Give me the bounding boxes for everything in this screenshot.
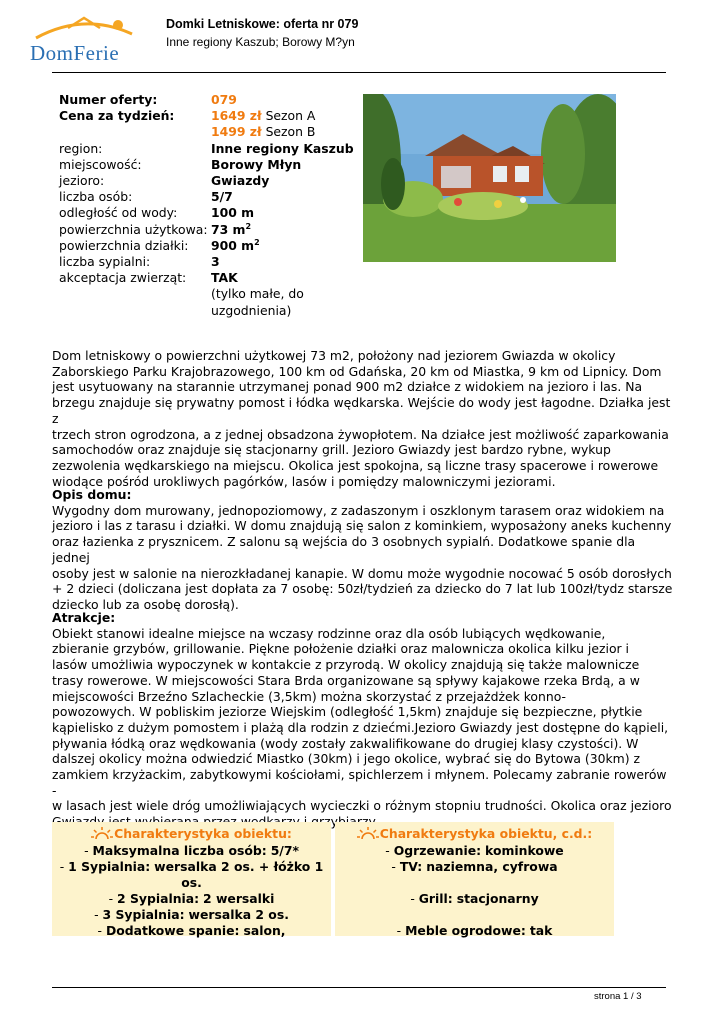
svg-text:DomFerie: DomFerie — [30, 41, 120, 65]
house-line: + 2 dzieci (doliczana jest dopłata za 7 osobę: 50zł/tydzień za dziecko do 7 lat lub 100zł/tydz starsze — [52, 581, 673, 597]
pets-note-2: uzgodnienia) — [211, 302, 292, 318]
box-value: kominkowe — [485, 843, 564, 858]
description — [52, 348, 674, 489]
dash: - — [97, 923, 102, 938]
box-value: naziemna, cyfrowa — [426, 859, 558, 874]
usable-area-value: 73 m — [211, 221, 246, 237]
square-sup: 2 — [254, 237, 260, 247]
price-season-b: 1499 zł — [211, 124, 262, 140]
house-line: jezioro i las z tarasu i działki. W domu znajdują się salon z kominkiem, wyposażony aneks kuchenny — [52, 518, 672, 534]
box-label: TV: — [399, 859, 423, 874]
attractions-section — [52, 610, 674, 830]
persons-value: 5/7 — [211, 189, 233, 205]
description-line: brzegu znajduje się prywatny pomost i łódka wędkarska. Wejście do wody jest łagodne. Działka jest z — [52, 395, 671, 426]
dash: - — [410, 891, 415, 906]
price-label: Cena za tydzień: — [59, 108, 175, 124]
house-line: osoby jest w salonie na nierozkładanej kanapie. W domu może wygodnie nocować 5 osób dorosłych — [52, 565, 672, 581]
price-season-a: 1649 zł — [211, 108, 262, 124]
attractions-line: pływania łódką oraz wędkowania (wody zostały zakwalifikowane do drugiej klasy czystości). W — [52, 735, 639, 751]
water-distance-value: 100 m — [211, 205, 255, 221]
season-b-label: Sezon B — [265, 124, 316, 140]
box-label: Ogrzewanie: — [393, 843, 482, 858]
dash: - — [391, 859, 396, 874]
box-value: tak — [529, 923, 553, 938]
sun-icon — [357, 826, 379, 840]
box-value: wersalka 2 os. — [188, 907, 289, 922]
house-photo — [363, 94, 616, 262]
house-section — [52, 487, 674, 613]
box-label: Meble ogrodowe: — [405, 923, 526, 938]
box-label: 2 Sypialnia: — [117, 891, 200, 906]
box-label: Maksymalna liczba osób: — [92, 843, 267, 858]
attractions-line: kąpielisko z dużym pomostem i plażą dla rodzin z dziećmi.Jezioro Gwiazdy jest dostępne do kąpieli, — [52, 719, 669, 735]
house-line: dziecko lub za osobę dorosłą). — [52, 596, 239, 612]
offer-number: 079 — [211, 92, 237, 107]
dash: - — [396, 923, 402, 938]
dash: - — [108, 891, 114, 906]
description-line: Zaborskiego Parku Krajobrazowego, 100 km od Gdańska, 20 km od Miastka, 9 km od Lipnicy. Dom — [52, 363, 662, 379]
attractions-line: miejscowości Brzeźno Szlacheckie (3,5km) można skorzystać z przejażdżek konno- — [52, 688, 567, 704]
season-a-label: Sezon A — [265, 108, 316, 124]
dash: - — [94, 907, 99, 922]
pets-label: akceptacja zwierząt: — [59, 270, 187, 286]
characteristics-box — [52, 822, 331, 936]
domferie-logo — [28, 14, 146, 66]
region-label: region: — [59, 140, 103, 156]
bedrooms-value: 3 — [211, 254, 220, 270]
characteristics-heading: Charakterystyka obiektu, c.d.: — [379, 825, 593, 841]
description-line: samochodów oraz znajduje się stacjonarny grill. Jezioro Gwiazdy jest bardzo rybne, wykup — [52, 442, 611, 458]
house-heading: Opis domu: — [52, 487, 132, 502]
plot-area-label: powierzchnia działki: — [59, 237, 189, 253]
attractions-line: powozowych. W pobliskim jeziorze Wiejskim (odległość 1,5km) znajduje się bezpieczne, płytkie — [52, 704, 643, 720]
attractions-line: w lasach jest wiele dróg umożliwiających wycieczki o różnym stopniu trudności. Okolica oraz jezioro — [52, 798, 672, 814]
attractions-heading: Atrakcje: — [52, 610, 116, 625]
town-label: miejscowość: — [59, 156, 142, 172]
description-line: Dom letniskowy o powierzchni użytkowej 73 m2, położony nad jeziorem Gwiazda w okolicy — [52, 348, 616, 363]
description-line: zezwolenia wędkarskiego na miejscu. Okolica jest spokojna, są liczne trasy spacerowe i rowerowe — [52, 457, 659, 473]
attractions-line: dalszej okolicy można odwiedzić Miastko (30km) i jego okolice, wybrać się do Bytowa (30km) z — [52, 751, 640, 767]
attractions-line: trasy rowerowe. W miejscowości Stara Brda organizowane są spływy kajakowe rzeka Brdą, a w — [52, 672, 640, 688]
header-subtitle: Inne regiony Kaszub; Borowy M?yn — [166, 35, 355, 49]
characteristics-box-continued — [335, 822, 614, 936]
attractions-line: zamkiem krzyżackim, zabytkowymi kościołami, spichlerzem i młynem. Polecamy zabranie rowerów - — [52, 767, 667, 798]
characteristics-heading: Charakterystyka obiektu: — [114, 825, 292, 841]
sun-icon — [91, 826, 113, 840]
lake-value: Gwiazdy — [211, 173, 270, 189]
house-line: oraz łazienka z prysznicem. Z salonu są wejścia do 3 osobnych sypialń. Dodatkowe spanie dla jednej — [52, 534, 636, 565]
dash: - — [385, 843, 390, 858]
box-label: Grill: — [418, 891, 453, 906]
box-label: Dodatkowe spanie: — [105, 923, 240, 938]
square-sup: 2 — [245, 221, 252, 231]
water-distance-label: odległość od wody: — [59, 205, 178, 221]
plot-area-value: 900 m — [211, 237, 255, 253]
attractions-line: zbieranie grzybów, grillowanie. Piękne położenie działki oraz malownicza okolica kilku jezior i — [52, 641, 630, 657]
attractions-line: Obiekt stanowi idealne miejsce na wczasy rodzinne oraz dla osób lubiących wędkowanie, — [52, 625, 606, 641]
box-value: 2 wersalki — [203, 891, 275, 906]
header-title: Domki Letniskowe: oferta nr 079 — [166, 17, 359, 31]
page-number: strona 1 / 3 — [594, 991, 642, 1002]
attractions-line: lasów umożliwia wypoczynek w kontakcie z przyrodą. W okolicy znajdują się także malownicze — [52, 657, 640, 673]
box-value: wersalka 2 os. + łóżko 1 — [154, 859, 324, 874]
box-value: stacjonarny — [456, 891, 539, 906]
box-label: 3 Sypialnia: — [102, 907, 185, 922]
header-divider — [52, 72, 666, 73]
bedrooms-label: liczba sypialni: — [59, 254, 151, 270]
usable-area-label: powierzchnia użytkowa: — [59, 221, 208, 237]
box-value: salon, — [243, 923, 286, 938]
offer-number-label: Numer oferty: — [59, 92, 158, 107]
house-line: Wygodny dom murowany, jednopoziomowy, z zadaszonym i oszklonym tarasem oraz widokiem na — [52, 502, 665, 518]
description-line: wiodące pośród urokliwych pagórków, lasów i pomiędzy malowniczymi jeziorami. — [52, 473, 556, 489]
town-value: Borowy Młyn — [211, 156, 302, 172]
dash: - — [59, 859, 65, 874]
box-value: os. — [181, 875, 202, 890]
footer-divider — [52, 987, 666, 988]
box-label: 1 Sypialnia: — [68, 859, 151, 874]
description-line: jest usytuowany na starannie utrzymanej ponad 900 m2 działce z widokiem na jezioro i las. Na — [52, 379, 643, 395]
persons-label: liczba osób: — [59, 189, 133, 205]
offer-spec-table — [59, 92, 361, 319]
description-line: trzech stron ogrodzona, a z jednej obsadzona żywopłotem. Na działce jest możliwość zaparkowania — [52, 426, 669, 442]
lake-label: jezioro: — [59, 173, 105, 189]
pets-note-1: (tylko małe, do — [211, 286, 304, 302]
dash: - — [84, 843, 89, 858]
pets-value: TAK — [211, 270, 238, 286]
box-value: 5/7* — [270, 843, 299, 858]
region-value: Inne regiony Kaszub — [211, 140, 354, 156]
